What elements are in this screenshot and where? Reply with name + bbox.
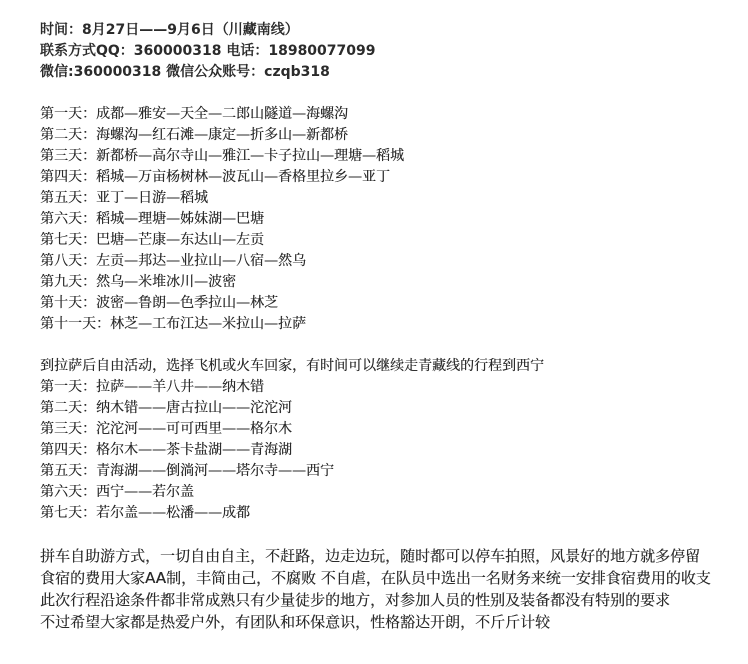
itinerary-day: 第五天：亚丁—日游—稻城 xyxy=(40,190,208,206)
itinerary-day: 第四天：稻城—万亩杨树林—波瓦山—香格里拉乡—亚丁 xyxy=(40,169,390,185)
spacer xyxy=(40,83,740,104)
return-trip-day: 第一天：拉萨——羊八井——纳木错 xyxy=(40,379,264,395)
return-trip-day: 第四天：格尔木——茶卡盐湖——青海湖 xyxy=(40,442,292,458)
notes-section xyxy=(40,545,740,633)
itinerary-day: 第六天：稻城—理塘—姊妹湖—巴塘 xyxy=(40,211,264,227)
spacer xyxy=(40,335,740,356)
itinerary-list xyxy=(40,104,740,335)
contact-section xyxy=(40,20,740,83)
note-line: 食宿的费用大家AA制，丰简由己，不腐败 不自虐，在队员中选出一名财务来统一安排食宿费用的收支 xyxy=(40,569,711,587)
trip-time-line: 时间：8月27日——9月6日（川藏南线） xyxy=(40,22,299,38)
return-trip-day: 第五天：青海湖——倒淌河——塔尔寺——西宁 xyxy=(40,463,334,479)
return-trip-day: 第六天：西宁——若尔盖 xyxy=(40,484,194,500)
itinerary-day: 第十一天：林芝—工布江达—米拉山—拉萨 xyxy=(40,316,306,332)
return-trip-section xyxy=(40,356,740,524)
itinerary-day: 第三天：新都桥—高尔寺山—雅江—卡子拉山—理塘—稻城 xyxy=(40,148,404,164)
return-trip-day: 第七天：若尔盖——松潘——成都 xyxy=(40,505,250,521)
itinerary-day: 第九天：然乌—米堆冰川—波密 xyxy=(40,274,236,290)
note-line: 不过希望大家都是热爱户外，有团队和环保意识，性格豁达开朗，不斤斤计较 xyxy=(40,613,551,631)
itinerary-day: 第八天：左贡—邦达—业拉山—八宿—然乌 xyxy=(40,253,306,269)
note-line: 此次行程沿途条件都非常成熟只有少量徒步的地方，对参加人员的性别及装备都没有特别的要求 xyxy=(40,591,671,609)
itinerary-document xyxy=(40,20,740,633)
itinerary-day: 第二天：海螺沟—红石滩—康定—折多山—新都桥 xyxy=(40,127,348,143)
itinerary-day: 第七天：巴塘—芒康—东达山—左贡 xyxy=(40,232,264,248)
return-trip-day: 第二天：纳木错——唐古拉山——沱沱河 xyxy=(40,400,292,416)
contact-qq-phone-line: 联系方式QQ：360000318 电话：18980077099 xyxy=(40,43,376,59)
spacer xyxy=(40,524,740,545)
wechat-line: 微信:360000318 微信公众账号：czqb318 xyxy=(40,64,330,80)
note-line: 拼车自助游方式，一切自由自主，不赶路，边走边玩，随时都可以停车拍照，风景好的地方就多停留 xyxy=(40,547,701,565)
return-trip-day: 第三天：沱沱河——可可西里——格尔木 xyxy=(40,421,292,437)
itinerary-day: 第十天：波密—鲁朗—色季拉山—林芝 xyxy=(40,295,278,311)
itinerary-day: 第一天：成都—雅安—天全—二郎山隧道—海螺沟 xyxy=(40,106,348,122)
return-trip-intro: 到拉萨后自由活动，选择飞机或火车回家，有时间可以继续走青藏线的行程到西宁 xyxy=(40,358,544,374)
